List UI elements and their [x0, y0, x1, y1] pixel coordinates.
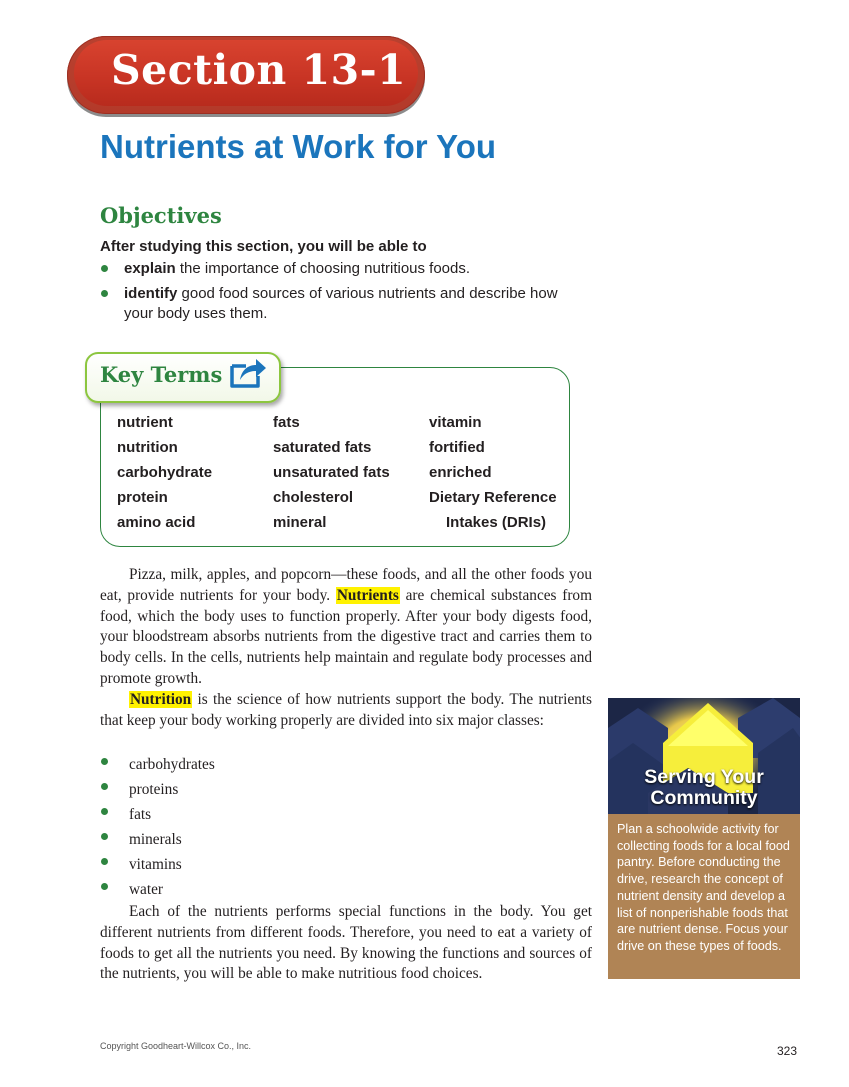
- key-terms-column-2: [273, 410, 390, 535]
- paragraph-text: are chemical substances from food, which the body uses to function properly. After your body digests food, your bloodstream absorbs nutrients from the digestive tract and carries them to body cells. In the cells, nutrients help maintain and regulate body processes and promote growth.: [100, 586, 592, 687]
- paragraph-text: Pizza, milk, apples, and popcorn—these foods, and all the other foods you eat, provide nutrients for your body.: [100, 566, 592, 604]
- paragraph-nutrients: [100, 565, 592, 690]
- nutrient-classes-list: [100, 752, 215, 902]
- key-term: fortified: [429, 439, 485, 456]
- key-term: Dietary Reference: [429, 489, 557, 506]
- key-term: cholesterol: [273, 489, 354, 506]
- objective-item: [100, 259, 590, 279]
- list-item: proteins: [100, 777, 215, 802]
- objective-text: the importance of choosing nutritious foods.: [179, 260, 471, 277]
- paragraph-text: is the science of how nutrients support the body. The nutrients that keep your body working properly are divided into six major classes:: [100, 690, 592, 729]
- key-term: Intakes (DRIs): [446, 514, 547, 531]
- key-terms-column-1: [117, 410, 212, 535]
- key-term: vitamin: [429, 414, 482, 431]
- paragraph-nutrition: [100, 690, 592, 732]
- paragraph-functions: Each of the nutrients performs special functions in the body. You get different nutrients from different foods. Therefore, you need to eat a variety of foods to get all the nutrients you need. By knowing the functions and sources of the nutrients, you will be able to make nutritious food choices.: [100, 903, 592, 983]
- key-term: amino acid: [117, 514, 196, 531]
- list-item: fats: [100, 802, 215, 827]
- highlighted-term[interactable]: Nutrients: [336, 586, 399, 604]
- body-paragraphs-bottom: [100, 902, 592, 985]
- list-item: water: [100, 877, 215, 902]
- key-term: saturated fats: [273, 439, 372, 456]
- highlighted-term[interactable]: Nutrition: [130, 690, 192, 708]
- list-item: carbohydrates: [100, 752, 215, 777]
- objectives-intro: After studying this section, you will be able to: [100, 238, 427, 255]
- key-terms-column-3: [429, 410, 557, 535]
- sidebar-title-line: Community: [650, 787, 758, 809]
- section-label: Section 13-1: [111, 46, 407, 94]
- list-item: minerals: [100, 827, 215, 852]
- key-term: fats: [273, 414, 300, 431]
- key-terms-heading: Key Terms: [100, 362, 223, 387]
- body-paragraphs-top: [100, 565, 592, 731]
- list-item: vitamins: [100, 852, 215, 877]
- key-term: protein: [117, 489, 168, 506]
- key-term: nutrient: [117, 414, 173, 431]
- objective-verb: identify: [124, 285, 178, 302]
- key-term: carbohydrate: [117, 464, 213, 481]
- share-icon[interactable]: [228, 354, 268, 390]
- copyright: Copyright Goodheart-Willcox Co., Inc.: [100, 1041, 252, 1051]
- page-number: 323: [777, 1044, 798, 1058]
- objectives-list: [100, 259, 590, 329]
- key-term: enriched: [429, 464, 492, 481]
- sidebar-title-line: Serving Your: [644, 766, 764, 788]
- key-term: mineral: [273, 514, 327, 531]
- objective-verb: explain: [124, 260, 176, 277]
- page-title: Nutrients at Work for You: [100, 128, 497, 165]
- key-term: unsaturated fats: [273, 464, 390, 481]
- sidebar-text: Plan a schoolwide activity for collecting foods for a local food pantry. Before conducting the drive, research the concept of nutrient density and develop a list of nonperishable foods that are nutrient dense. Focus your drive on these types of foods.: [617, 822, 790, 953]
- key-term: nutrition: [117, 439, 178, 456]
- objectives-heading: Objectives: [100, 203, 222, 228]
- objective-item: [100, 284, 590, 324]
- sidebar-title: [608, 767, 800, 809]
- objective-text: good food sources of various nutrients and describe how your body uses them.: [124, 285, 558, 322]
